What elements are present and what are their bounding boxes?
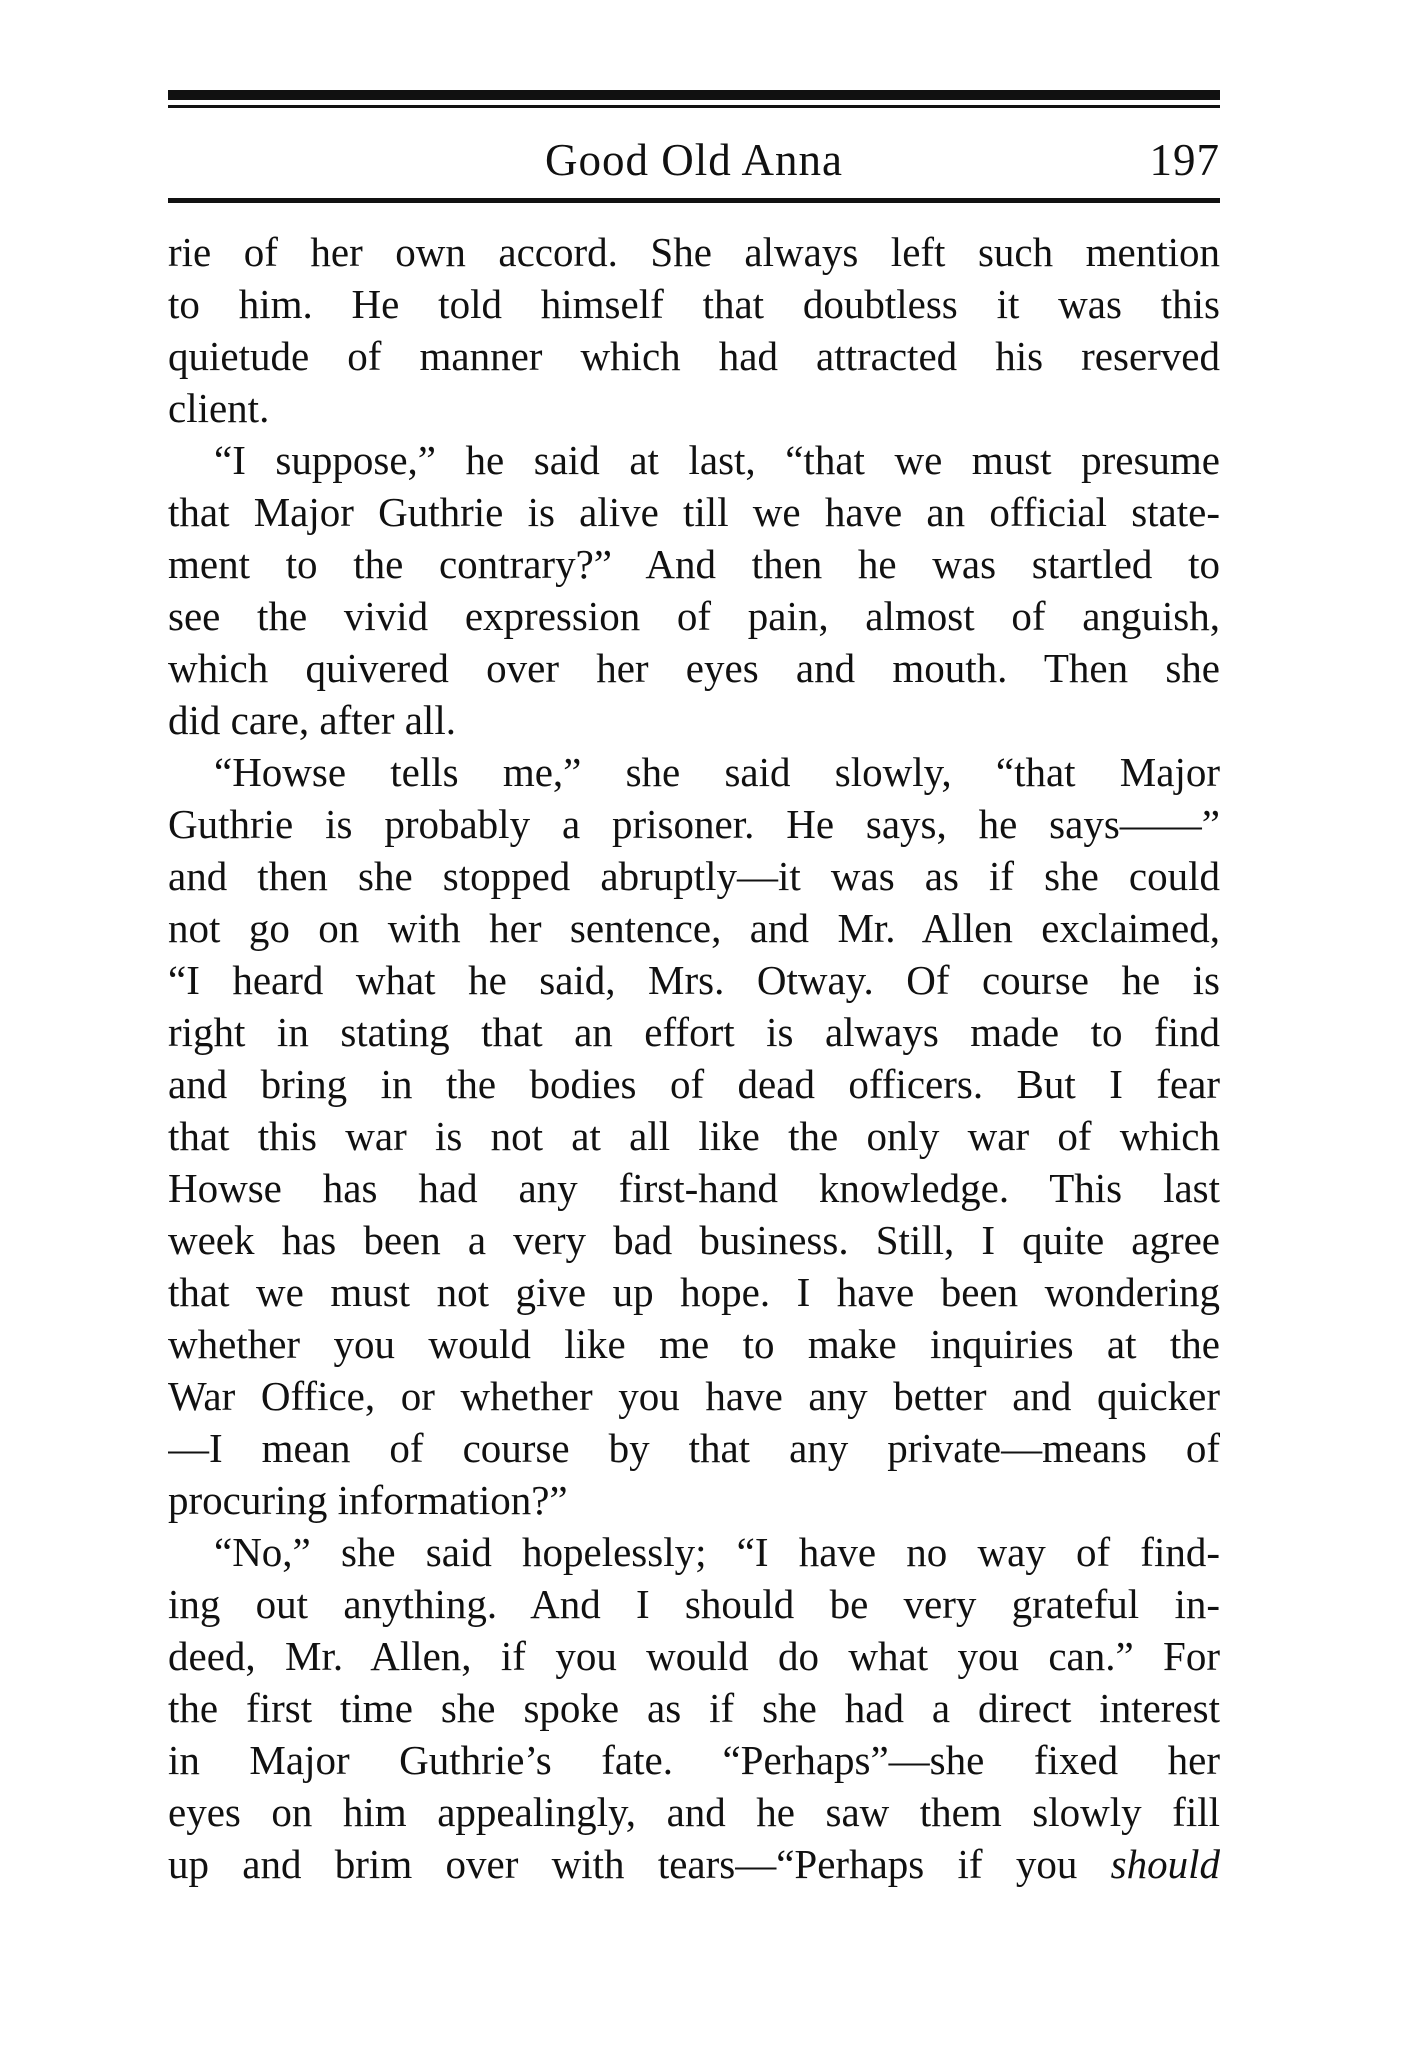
text-line: which quivered over her eyes and mouth. Then she [168,645,1220,691]
header-rule-thick [168,90,1220,100]
text-line: procuring information?” [168,1477,568,1523]
text-line: rie of her own accord. She always left such mention [168,229,1220,275]
text-line: ment to the contrary?” And then he was startled to [168,541,1220,587]
text-line: quietude of manner which had attracted his reserved [168,333,1220,379]
text-line: and then she stopped abruptly—it was as if she could [168,853,1220,899]
text-line: to him. He told himself that doubtless it was this [168,281,1220,327]
text-line: week has been a very bad business. Still, I quite agree [168,1217,1220,1263]
text-line: the first time she spoke as if she had a direct interest [168,1685,1220,1731]
text-line: —I mean of course by that any private—means of [168,1425,1220,1471]
text-line: that Major Guthrie is alive till we have an official state- [168,489,1220,535]
text-line: “No,” she said hopelessly; “I have no way of find- [214,1529,1220,1575]
text-line: that we must not give up hope. I have been wondering [168,1269,1220,1315]
text-line: “I suppose,” he said at last, “that we must presume [214,437,1220,483]
text-line: right in stating that an effort is always made to find [168,1009,1220,1055]
text-line: eyes on him appealingly, and he saw them slowly fill [168,1789,1220,1835]
text-line: not go on with her sentence, and Mr. Allen exclaimed, [168,905,1220,951]
text-line: that this war is not at all like the only war of which [168,1113,1220,1159]
header-rule-bottom [168,198,1220,203]
text-line: Howse has had any first-hand knowledge. This last [168,1165,1220,1211]
text-line-final [168,1838,1220,1890]
text-line: War Office, or whether you have any better and quicker [168,1373,1220,1419]
text-line: deed, Mr. Allen, if you would do what you can.” For [168,1633,1220,1679]
body-text [168,226,1220,1890]
text-line: whether you would like me to make inquiries at the [168,1321,1220,1367]
text-line: and bring in the bodies of dead officers. But I fear [168,1061,1220,1107]
text-line: “Howse tells me,” she said slowly, “that Major [214,749,1220,795]
final-line-text: up and brim over with tears—“Perhaps if you [168,1841,1111,1887]
text-line: client. [168,385,270,431]
text-line: “I heard what he said, Mrs. Otway. Of course he is [168,957,1220,1003]
final-line-italic-word: should [1110,1841,1220,1887]
running-title: Good Old Anna [545,135,843,185]
header-rule-thin [168,105,1220,108]
text-line: Guthrie is probably a prisoner. He says, he says——” [168,801,1220,847]
text-line: in Major Guthrie’s fate. “Perhaps”—she fixed her [168,1737,1220,1783]
text-line: see the vivid expression of pain, almost of anguish, [168,593,1220,639]
text-line: did care, after all. [168,697,456,743]
text-line: ing out anything. And I should be very grateful in- [168,1581,1220,1627]
page-number: 197 [1149,135,1220,185]
running-header [168,125,1220,195]
